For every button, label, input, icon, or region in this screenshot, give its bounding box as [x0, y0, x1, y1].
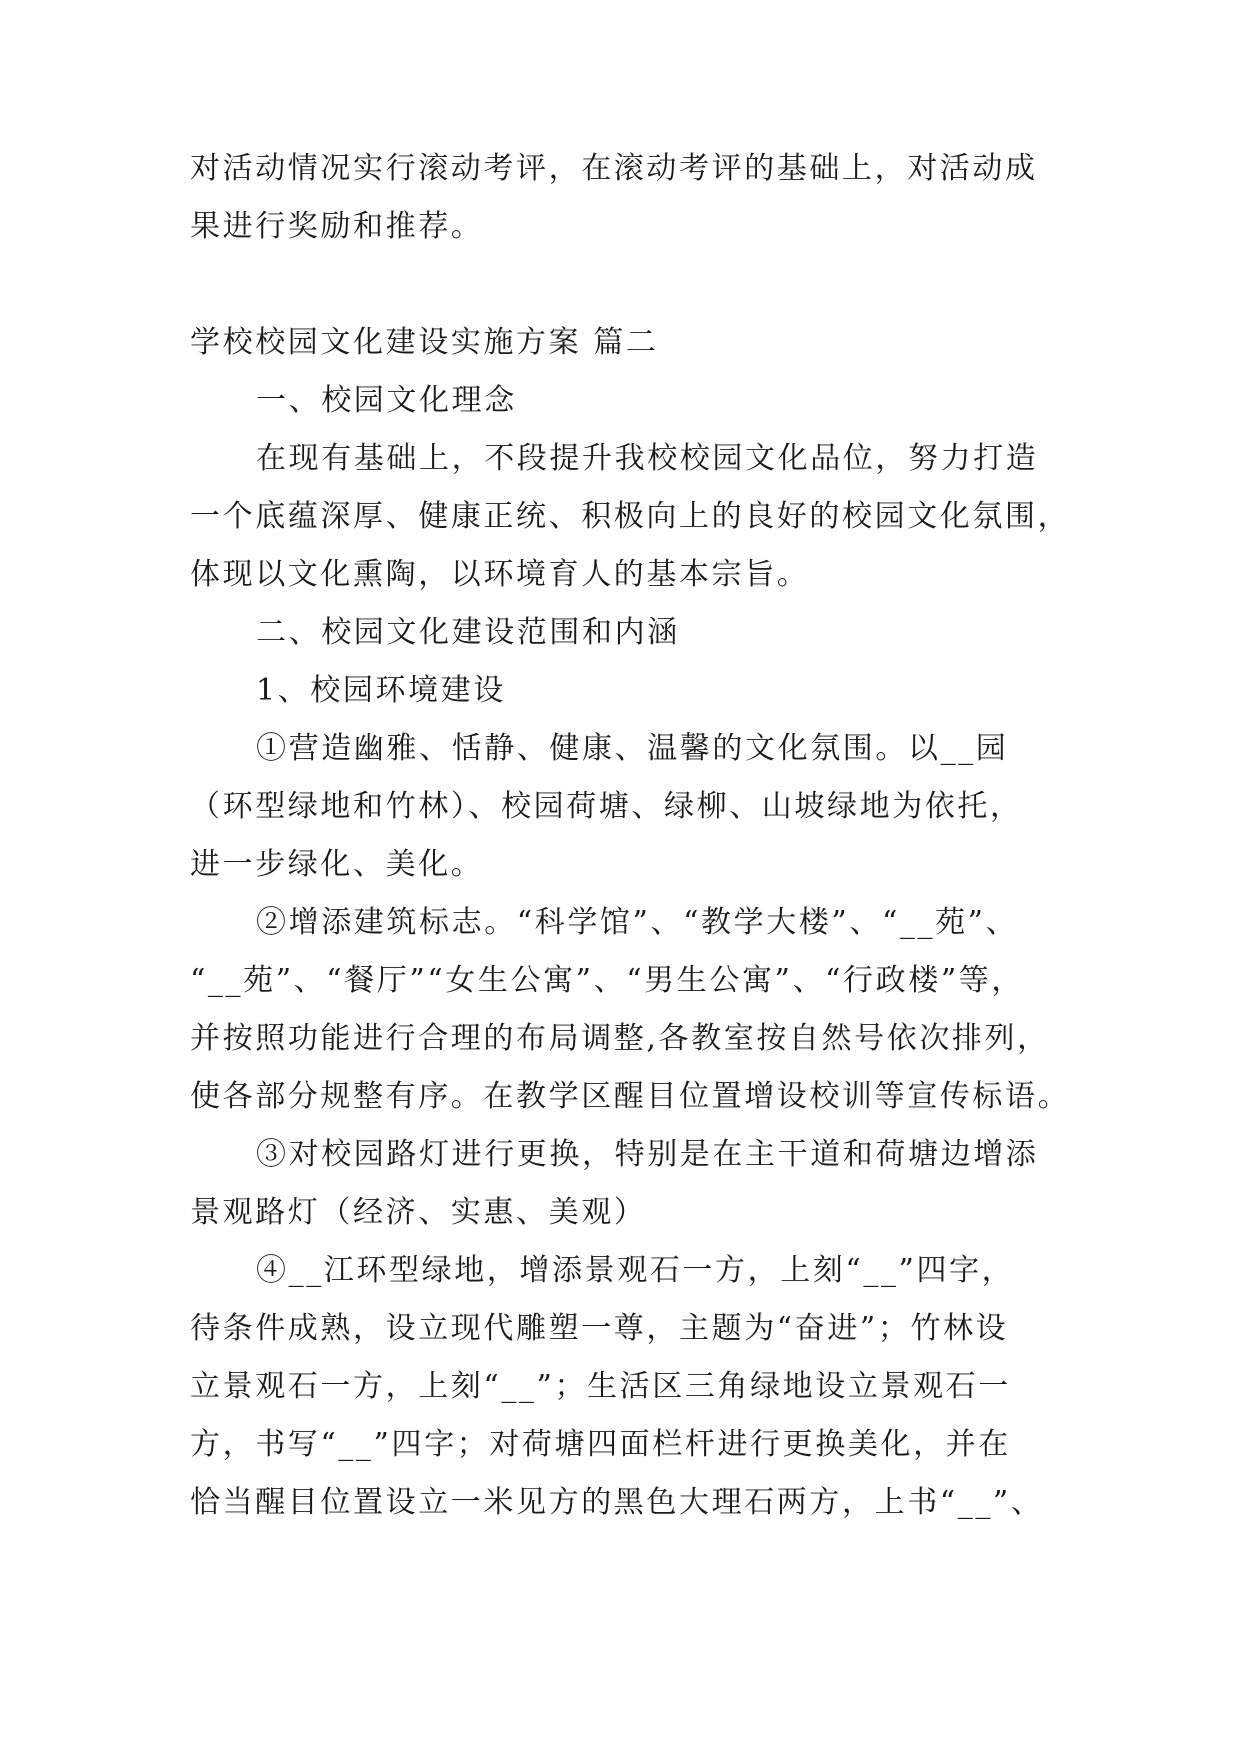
subheading: 1、校园环境建设	[256, 673, 506, 708]
text-line: ③对校园路灯进行更换，特别是在主干道和荷塘边增添	[256, 1137, 1039, 1172]
text-line: 立景观石一方，上刻“__”；生活区三角绿地设立景观石一	[190, 1369, 1011, 1404]
text-line: 对活动情况实行滚动考评，在滚动考评的基础上，对活动成	[190, 151, 1038, 186]
text-line: 果进行奖励和推荐。	[190, 209, 484, 244]
text-line: ④__江环型绿地，增添景观石一方，上刻“__”四字，	[256, 1253, 1015, 1288]
text-line: 景观路灯（经济、实惠、美观）	[190, 1195, 647, 1230]
text-line: 进一步绿化、美化。	[190, 847, 484, 882]
text-line: ②增添建筑标志。“科学馆”、“教学大楼”、“__苑”、	[256, 905, 1019, 940]
text-line: “__苑”、“餐厅”“女生公寓”、“男生公寓”、“行政楼”等，	[190, 963, 1024, 998]
text-line: 恰当醒目位置设立一米见方的黑色大理石两方，上书“__”、	[190, 1485, 1044, 1520]
heading-1: 一、校园文化理念	[256, 383, 517, 418]
section-title: 学校校园文化建设实施方案 篇二	[190, 325, 659, 360]
text-line: 并按照功能进行合理的布局调整,各教室按自然号依次排列，	[190, 1021, 1050, 1056]
text-line: 使各部分规整有序。在教学区醒目位置增设校训等宣传标语。	[190, 1079, 1071, 1114]
text-line: （环型绿地和竹林）、校园荷塘、绿柳、山坡绿地为依托，	[190, 789, 1023, 824]
text-line: 待条件成熟，设立现代雕塑一尊，主题为“奋进”；竹林设	[190, 1311, 1009, 1346]
text-line: ①营造幽雅、恬静、健康、温馨的文化氛围。以__园	[256, 731, 1009, 766]
text-line: 在现有基础上，不段提升我校校园文化品位，努力打造	[256, 441, 1039, 476]
text-line: 一个底蕴深厚、健康正统、积极向上的良好的校园文化氛围，	[190, 499, 1071, 534]
text-line: 方，书写“__”四字；对荷塘四面栏杆进行更换美化，并在	[190, 1427, 1011, 1462]
heading-2: 二、校园文化建设范围和内涵	[256, 615, 680, 650]
text-line: 体现以文化熏陶，以环境育人的基本宗旨。	[190, 557, 810, 592]
